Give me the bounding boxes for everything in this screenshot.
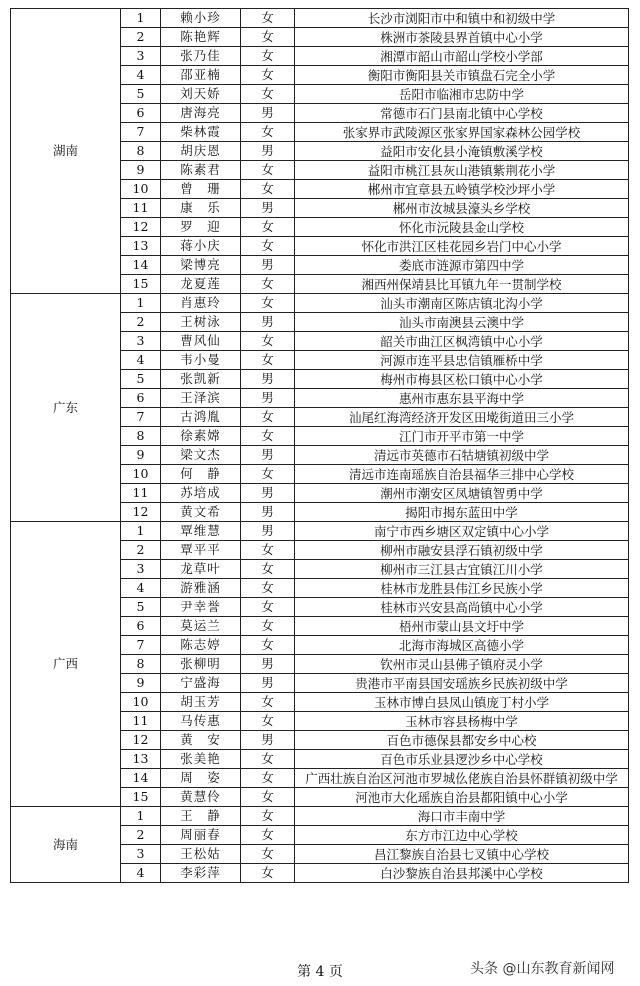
number-cell: 7 [121,408,161,427]
name-cell: 唐海亮 [161,104,241,123]
gender-cell: 女 [241,617,295,636]
gender-cell: 女 [241,218,295,237]
gender-cell: 女 [241,826,295,845]
gender-cell: 女 [241,85,295,104]
gender-cell: 男 [241,674,295,693]
name-cell: 黄文希 [161,503,241,522]
number-cell: 14 [121,769,161,788]
school-cell: 惠州市惠东县平海中学 [295,389,629,408]
name-cell: 胡庆恩 [161,142,241,161]
number-cell: 3 [121,332,161,351]
number-cell: 13 [121,237,161,256]
school-cell: 湘西州保靖县比耳镇九年一贯制学校 [295,275,629,294]
gender-cell: 女 [241,579,295,598]
roster-table [10,8,629,883]
school-cell: 桂林市龙胜县伟江乡民族小学 [295,579,629,598]
name-cell: 张乃佳 [161,47,241,66]
number-cell: 5 [121,598,161,617]
name-cell: 曾 珊 [161,180,241,199]
gender-cell: 女 [241,294,295,313]
number-cell: 9 [121,161,161,180]
school-cell: 汕头市南澳县云澳中学 [295,313,629,332]
school-cell: 昌江黎族自治县七叉镇中心学校 [295,845,629,864]
gender-cell: 女 [241,712,295,731]
number-cell: 8 [121,427,161,446]
name-cell: 龙草叶 [161,560,241,579]
number-cell: 1 [121,294,161,313]
name-cell: 曹风仙 [161,332,241,351]
document-page [10,8,628,883]
number-cell: 7 [121,123,161,142]
table-row [11,522,629,541]
school-cell: 汕尾红海湾经济开发区田墘街道田三小学 [295,408,629,427]
name-cell: 宁盛海 [161,674,241,693]
school-cell: 百色市德保县都安乡中心校 [295,731,629,750]
table-row [11,807,629,826]
school-cell: 衡阳市衡阳县关市镇盘石完全小学 [295,66,629,85]
school-cell: 清远市连南瑶族自治县福华三排中心学校 [295,465,629,484]
school-cell: 北海市海城区高德小学 [295,636,629,655]
number-cell: 15 [121,275,161,294]
number-cell: 3 [121,47,161,66]
number-cell: 6 [121,389,161,408]
number-cell: 10 [121,693,161,712]
number-cell: 11 [121,484,161,503]
school-cell: 汕头市潮南区陈店镇北沟小学 [295,294,629,313]
gender-cell: 男 [241,199,295,218]
gender-cell: 女 [241,161,295,180]
school-cell: 梧州市蒙山县文圩中学 [295,617,629,636]
name-cell: 尹幸誉 [161,598,241,617]
number-cell: 4 [121,351,161,370]
number-cell: 6 [121,617,161,636]
number-cell: 12 [121,503,161,522]
gender-cell: 男 [241,731,295,750]
school-cell: 揭阳市揭东蓝田中学 [295,503,629,522]
name-cell: 陈素君 [161,161,241,180]
gender-cell: 女 [241,275,295,294]
name-cell: 何 静 [161,465,241,484]
school-cell: 梅州市梅县区松口镇中心小学 [295,370,629,389]
gender-cell: 女 [241,66,295,85]
school-cell: 郴州市宜章县五岭镇学校沙坪小学 [295,180,629,199]
school-cell: 柳州市融安县浮石镇初级中学 [295,541,629,560]
school-cell: 百色市乐业县逻沙乡中心学校 [295,750,629,769]
school-cell: 益阳市安化县小淹镇敷溪学校 [295,142,629,161]
gender-cell: 女 [241,864,295,883]
school-cell: 桂林市兴安县高尚镇中心小学 [295,598,629,617]
name-cell: 肖惠玲 [161,294,241,313]
name-cell: 赖小珍 [161,9,241,28]
province-cell: 广西 [11,522,121,807]
number-cell: 12 [121,218,161,237]
school-cell: 玉林市容县杨梅中学 [295,712,629,731]
gender-cell: 女 [241,47,295,66]
school-cell: 怀化市沅陵县金山学校 [295,218,629,237]
gender-cell: 女 [241,465,295,484]
province-cell: 湖南 [11,9,121,294]
gender-cell: 女 [241,408,295,427]
number-cell: 9 [121,674,161,693]
school-cell: 郴州市汝城县濠头乡学校 [295,199,629,218]
name-cell: 莫运兰 [161,617,241,636]
gender-cell: 男 [241,370,295,389]
number-cell: 1 [121,807,161,826]
number-cell: 3 [121,560,161,579]
page-number: 第 4 页 [297,964,343,980]
number-cell: 2 [121,541,161,560]
gender-cell: 男 [241,484,295,503]
number-cell: 7 [121,636,161,655]
name-cell: 马传惠 [161,712,241,731]
name-cell: 邵亚楠 [161,66,241,85]
school-cell: 张家界市武陵源区张家界国家森林公园学校 [295,123,629,142]
gender-cell: 女 [241,180,295,199]
table-row [11,294,629,313]
gender-cell: 男 [241,389,295,408]
name-cell: 周丽春 [161,826,241,845]
number-cell: 14 [121,256,161,275]
school-cell: 湘潭市韶山市韶山学校小学部 [295,47,629,66]
name-cell: 李彩萍 [161,864,241,883]
gender-cell: 男 [241,522,295,541]
gender-cell: 女 [241,351,295,370]
name-cell: 黄 安 [161,731,241,750]
name-cell: 张柳明 [161,655,241,674]
school-cell: 河源市连平县忠信镇雁桥中学 [295,351,629,370]
gender-cell: 女 [241,541,295,560]
number-cell: 10 [121,180,161,199]
number-cell: 15 [121,788,161,807]
name-cell: 龙夏莲 [161,275,241,294]
school-cell: 常德市石门县南北镇中心学校 [295,104,629,123]
gender-cell: 女 [241,807,295,826]
gender-cell: 男 [241,313,295,332]
number-cell: 12 [121,731,161,750]
number-cell: 11 [121,712,161,731]
gender-cell: 男 [241,256,295,275]
number-cell: 3 [121,845,161,864]
name-cell: 覃维慧 [161,522,241,541]
gender-cell: 女 [241,636,295,655]
number-cell: 2 [121,313,161,332]
name-cell: 王松姑 [161,845,241,864]
number-cell: 2 [121,28,161,47]
name-cell: 张凯新 [161,370,241,389]
watermark-text: 头条 @山东教育新闻网 [470,961,615,977]
school-cell: 南宁市西乡塘区双定镇中心小学 [295,522,629,541]
number-cell: 10 [121,465,161,484]
name-cell: 张美艳 [161,750,241,769]
watermark [470,958,614,978]
name-cell: 韦小曼 [161,351,241,370]
name-cell: 苏培成 [161,484,241,503]
school-cell: 江门市开平市第一中学 [295,427,629,446]
name-cell: 柴林霞 [161,123,241,142]
name-cell: 王 静 [161,807,241,826]
school-cell: 潮州市潮安区凤塘镇智勇中学 [295,484,629,503]
name-cell: 黄慧伶 [161,788,241,807]
gender-cell: 女 [241,750,295,769]
school-cell: 益阳市桃江县灰山港镇紫荆花小学 [295,161,629,180]
number-cell: 4 [121,579,161,598]
gender-cell: 男 [241,503,295,522]
name-cell: 陈志婷 [161,636,241,655]
number-cell: 6 [121,104,161,123]
roster-body [11,9,629,883]
number-cell: 13 [121,750,161,769]
school-cell: 岳阳市临湘市忠防中学 [295,85,629,104]
school-cell: 白沙黎族自治县邦溪中心学校 [295,864,629,883]
gender-cell: 女 [241,332,295,351]
name-cell: 梁博亮 [161,256,241,275]
school-cell: 株洲市茶陵县界首镇中心小学 [295,28,629,47]
gender-cell: 女 [241,560,295,579]
school-cell: 贵港市平南县国安瑶族乡民族初级中学 [295,674,629,693]
school-cell: 柳州市三江县古宜镇江川小学 [295,560,629,579]
number-cell: 11 [121,199,161,218]
gender-cell: 女 [241,123,295,142]
number-cell: 5 [121,85,161,104]
number-cell: 4 [121,864,161,883]
name-cell: 康 乐 [161,199,241,218]
school-cell: 钦州市灵山县佛子镇府灵小学 [295,655,629,674]
name-cell: 王泽滨 [161,389,241,408]
school-cell: 东方市江边中心学校 [295,826,629,845]
table-row [11,9,629,28]
name-cell: 梁文杰 [161,446,241,465]
name-cell: 胡玉芳 [161,693,241,712]
gender-cell: 女 [241,598,295,617]
name-cell: 徐素嫦 [161,427,241,446]
province-cell: 广东 [11,294,121,522]
gender-cell: 女 [241,237,295,256]
school-cell: 长沙市浏阳市中和镇中和初级中学 [295,9,629,28]
school-cell: 清远市英德市石牯塘镇初级中学 [295,446,629,465]
gender-cell: 女 [241,788,295,807]
name-cell: 蒋小庆 [161,237,241,256]
school-cell: 广西壮族自治区河池市罗城仫佬族自治县怀群镇初级中学 [295,769,629,788]
number-cell: 8 [121,142,161,161]
gender-cell: 女 [241,693,295,712]
name-cell: 王树泳 [161,313,241,332]
number-cell: 1 [121,9,161,28]
number-cell: 2 [121,826,161,845]
gender-cell: 女 [241,427,295,446]
gender-cell: 女 [241,845,295,864]
school-cell: 韶关市曲江区枫湾镇中心小学 [295,332,629,351]
gender-cell: 女 [241,9,295,28]
number-cell: 8 [121,655,161,674]
name-cell: 覃平平 [161,541,241,560]
gender-cell: 女 [241,769,295,788]
gender-cell: 男 [241,104,295,123]
name-cell: 游雅涵 [161,579,241,598]
gender-cell: 男 [241,142,295,161]
school-cell: 娄底市涟源市第四中学 [295,256,629,275]
name-cell: 陈艳辉 [161,28,241,47]
name-cell: 刘天娇 [161,85,241,104]
name-cell: 周 姿 [161,769,241,788]
gender-cell: 女 [241,28,295,47]
school-cell: 河池市大化瑶族自治县都阳镇中心小学 [295,788,629,807]
gender-cell: 男 [241,655,295,674]
number-cell: 1 [121,522,161,541]
number-cell: 4 [121,66,161,85]
name-cell: 罗 迎 [161,218,241,237]
name-cell: 古鸿胤 [161,408,241,427]
number-cell: 5 [121,370,161,389]
school-cell: 怀化市洪江区桂花园乡岩门中心小学 [295,237,629,256]
number-cell: 9 [121,446,161,465]
province-cell: 海南 [11,807,121,883]
school-cell: 海口市丰南中学 [295,807,629,826]
gender-cell: 男 [241,446,295,465]
school-cell: 玉林市博白县凤山镇庞丁村小学 [295,693,629,712]
